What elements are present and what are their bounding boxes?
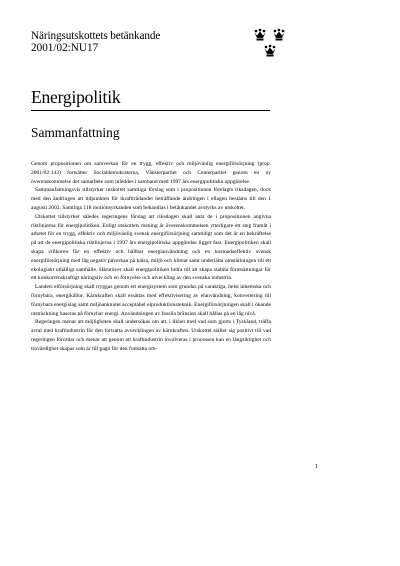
title-rule (31, 110, 270, 111)
body-text (31, 160, 271, 354)
section-heading: Sammanfattning (31, 125, 120, 140)
document-title: Energipolitik (31, 87, 121, 107)
report-number: 2001/02:NU17 (31, 42, 99, 54)
paragraph: Genom propositionen om samverkan för en trygg, effektiv och miljövänlig energiförsörjning (prop. 2001/02:143) fortsätter Socialdemokraterna, Vänsterpartiet och Centerpartiet genom en ny överenskommelse det samarbete som inleddes i samband med 1997 års energipolitiska uppgörelse. (31, 161, 271, 185)
paragraph: Regeringen menar att möjligheten skall undersökas om att, i likhet med vad som gjorts i Tyskland, träffa avtal med kraftindustrin för den fortsatta avvecklingen av kärnkraften. Utskottet ställer sig positivt till vad regeringen förordar och menar att genom att kraftindustrin involveras i processen kan en långsiktighet och trovärdighet skapas som är till gagn för den fortsatta om- (31, 319, 271, 352)
paragraph: Sammanfattningsvis tillstyrker utskottet samtliga förslag som i propositionen förelagts riksdagen, dock med den ändringen att tidpunkten för ikraftträdandet beträffande ändringen i ellagen bestäms till den 1 augusti 2002. Samtliga 118 motionsyrkanden som behandlas i betänkandet avstyrks av utskottet. (31, 187, 271, 211)
committee-name: Näringsutskottets betänkande (31, 30, 161, 42)
paragraph: Utskottet tillstyrker således regeringens förslag att riksdagen skall anta de i propositionen angivna riktlinjerna för energipolitiken. Enligt utskottets mening är överenskommelsen ytterligare ett steg framåt i arbetet för en trygg, effektiv och miljövänlig svensk energiförsörjning samtidigt som det är en bekräftelse på att de energipolitiska riktlinjerna i 1997 års energipolitiska uppgörelse ligger fast. Energipolitiken skall skapa villkoren för en effektiv och hållbar energianvändning och en kostnadseffektiv svensk energiförsörjning med låg negativ påverkan på hälsa, miljö och klimat samt underlätta omställningen till ett ekologiskt uthålligt samhälle. Härutöver skall energipolitiken bidra till att skapa stabila förutsättningar för ett konkurrenskraftigt näringsliv och en förnyelse och utveckling av den svenska industrin. (31, 213, 271, 282)
paragraph: Landets elförsörjning skall tryggas genom ett energisystem som grundas på varaktiga, helst inhemska och förnybara, energikällor. Kärnkraften skall ersättas med effektivisering av elanvändning, konvertering till förnybara energislag samt miljöanknutet acceptabel elproduktionsteknik. Energiförsörjningen skall i ökande utsträckning baseras på förnybar energi. Användningen av fossila bränslen skall hållas på en låg nivå. (31, 284, 271, 317)
page-number: 1 (315, 463, 319, 470)
three-crowns-icon (253, 28, 287, 60)
